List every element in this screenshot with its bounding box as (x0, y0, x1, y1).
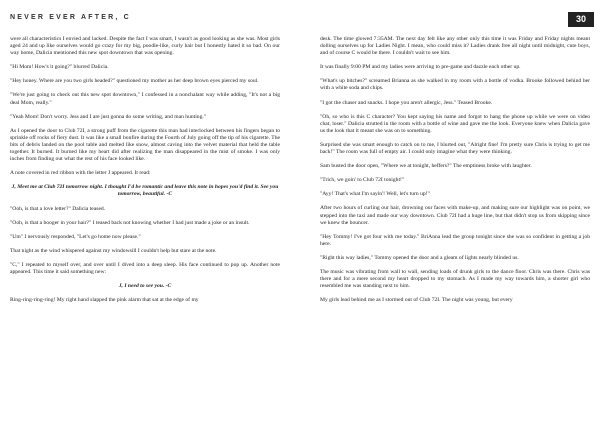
running-header: NEVER EVER AFTER, C (10, 14, 131, 21)
paragraph: "I got the chaser and snacks. I hope you aren't allergic, Jess." Teased Brooke. (320, 99, 493, 106)
right-text-column (320, 36, 590, 311)
paragraph: desk. The time glowed 7:35AM. The next day felt like any other only this time it was Friday and Friday nights meant dolling ourselves up for Ladies Night. I mean, who could miss it? Ladies drank free all night until midnight, cute boys, and of course C would be there. I couldn't wait to see him. (320, 36, 590, 57)
paragraph: Sam busted the door open, "Where we at tonight, heffers?" The emptiness broke with laughter. (320, 163, 532, 170)
left-text-column (10, 36, 280, 311)
paragraph: "Um" I nervously responded, "Let's go home now please." (10, 233, 141, 240)
paragraph: were all characteristics I envied and lacked. Despite the fact I was smart, I wasn't as good looking as she was. Most girls aged 24 and up like ourselves would go crazy for my big, poodle-like, curly hair but I honestly hated it so bad. On our way home, Dalicia mentioned this new spot downtown that was opening. (10, 36, 280, 57)
paragraph: "We're just going to check out this new spot downtown," I confessed in a nonchalant way while adding, "It's not a big deal Mom, really." (10, 92, 280, 106)
page-number-badge: 30 (568, 12, 594, 27)
paragraph: "Trich, we goin' to Club 72I tonight!" (320, 177, 405, 184)
note-quote: J, Meet me at Club 72I tomorrow night. I thought I'd be romantic and leave this note in hopes you'd find it. See you tomorrow, beautiful. -C (11, 184, 279, 198)
paragraph: "C," I repeated to myself over, and over until I dived into a deep sleep. His face continued to pop up. Another note appeared. This time it said something new: (10, 261, 280, 275)
paragraph: "Right this way ladies," Tommy opened the door and a gleam of lights nearly blinded us. (320, 254, 519, 261)
paragraph: It was finally 9:00 PM and my ladies were arriving to pre-game and dazzle each other up. (320, 64, 521, 71)
paragraph: A note covered in red ribbon with the letter J appeared. It read: (10, 170, 151, 177)
paragraph: "Ayy! That's what I'm sayin'! Well, let's turn up!" (320, 191, 430, 198)
paragraph: "Hi Mom! How's it going?" blurred Dalicia. (10, 64, 109, 71)
paragraph: "Yeah Mom! Don't worry. Jess and I are just gonna do some writing, and man hunting." (10, 113, 207, 120)
paragraph: The music was vibrating from wall to wall, sending loads of drunk girls to the dance floor. Chris was there. Chris was there and for a mere second my heart dropped to my stomach. As I made my way towards him, a shorter girl who resembled me was standing next to him. (320, 268, 590, 290)
note-quote: J, I need to see you. -C (118, 283, 172, 290)
paragraph: As I opened the door to Club 72I, a strong puff from the cigarette this man had interlocked between his fingers began to sprinkle off rocks of fiery dust. It was like a small bonfire during the Fourth of July going off the tip of his cigarette. The bits of debris landed on the pool table and melted like snow, almost caving into the velvet material that held the table together. It burned. It burned like my heart did after realizing the man disappeared in the mist of smoke. I was only inches from finding out what the rest of his face looked like. (10, 127, 280, 163)
paragraph: That night as the wind whispered against my windowsill I couldn't help but stare at the note. (10, 247, 217, 254)
paragraph: "What's up bitches?" screamed Brianna as she walked in my room with a bottle of vodka. Brooke followed behind her with a white soda and chips. (320, 78, 590, 92)
paragraph: Ring-ring-ring-ring! My right hand slapped the pink alarm that sat at the edge of my (10, 297, 199, 304)
paragraph: Surprised she was smart enough to catch on to me, I blurted out, "Alright fine! I'm pretty sure Chris is trying to get me back!" The room was full of empty air. I could only imagine what they were thinking. (320, 141, 590, 156)
paragraph: "Oh, so who is this C character? You kept saying his name and forgot to hang the phone up while we were on video chat, loser." Dalicia strutted in the room with a bottle of wine and gave me the look. Everyone knew when Dalicia gave us the look that it meant she was on to something. (320, 113, 590, 134)
paragraph: My girls lead behind me as I stormed out of Club 72I. The night was young, but every (320, 297, 513, 304)
paragraph: "Hey Tommy! I've got four with me today." BriAnna lead the group tonight since she was so confident in getting a job here. (320, 233, 590, 247)
paragraph: "Hey honey. Where are you two girls headed?" questioned my mother as her deep brown eyes pierced my soul. (10, 78, 259, 85)
paragraph: "Ooh, is that a booger in your hair?" I teased back not knowing whether I had just made a joke or an insult. (10, 219, 250, 226)
paragraph: "Ooh, is that a love letter?" Dalicia teased. (10, 205, 106, 212)
paragraph: After two hours of curling our hair, drowning our faces with make-up, and making sure our highlight was on point, we stepped into the taxi and made our way downtown. Club 72I had a huge line, but that didn't stop us from skipping since we knew the bouncer. (320, 205, 590, 226)
